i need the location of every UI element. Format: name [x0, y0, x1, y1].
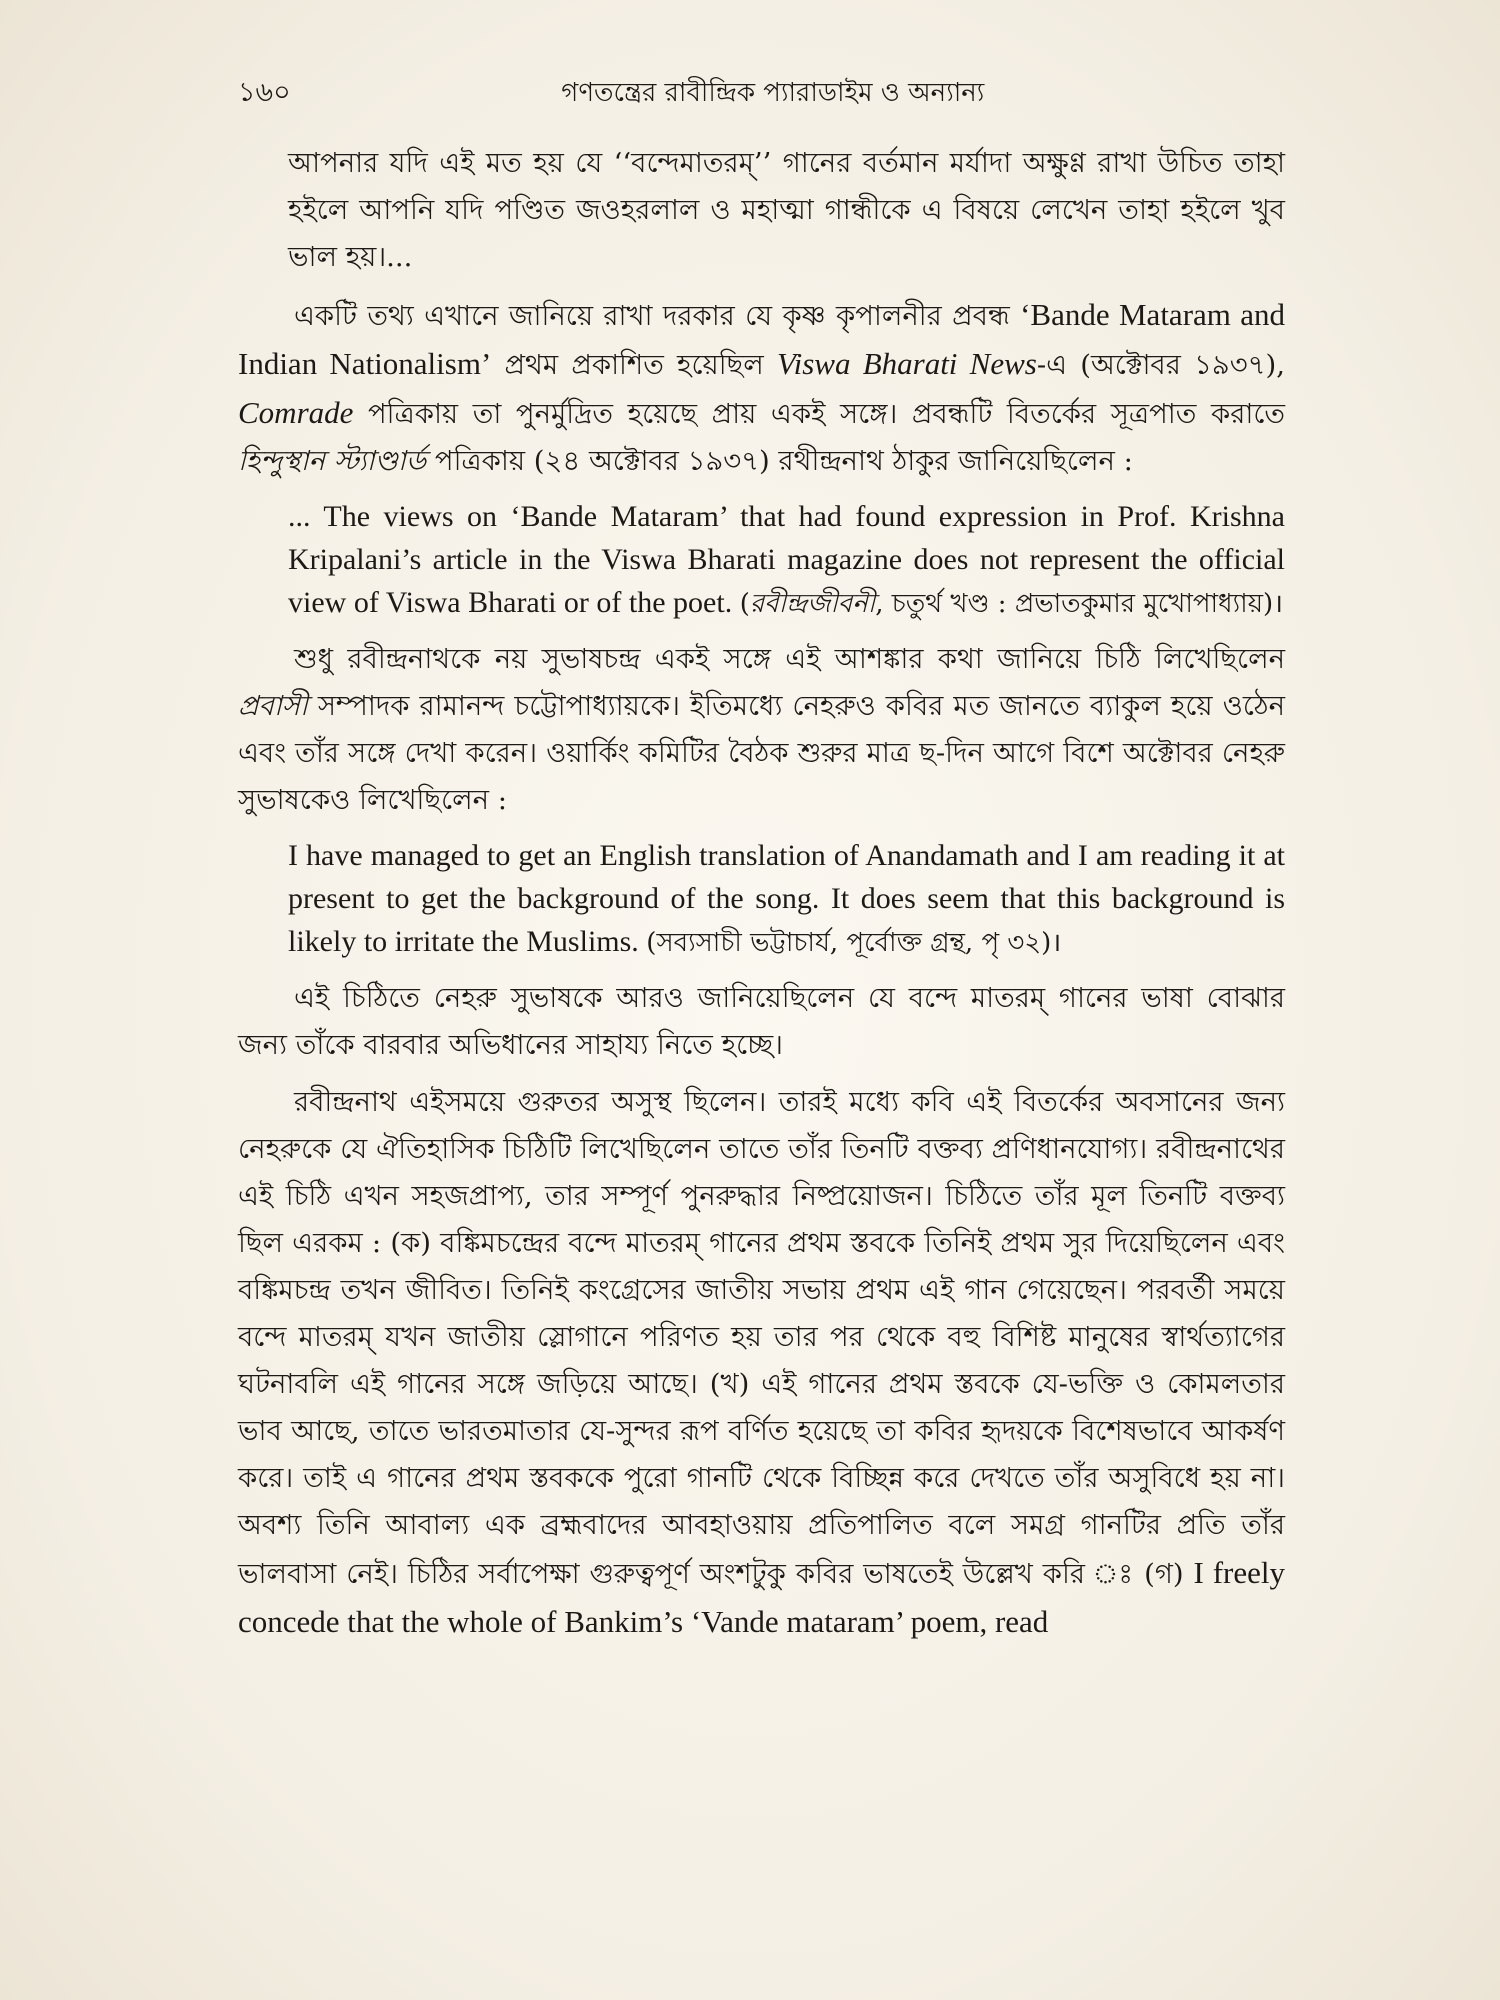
journal-name-prabasi: প্রবাসী: [238, 690, 308, 722]
p5-text-a: রবীন্দ্রনাথ এইসময়ে গুরুতর অসুস্থ ছিলেন। তারই মধ্যে কবি এই বিতর্কের অবসানের জন্য নেহরুকে যে ঐতিহাসিক চিঠিটি লিখেছিলেন তাতে তাঁর তিনটি বক্তব্য প্রণিধানযোগ্য। রবীন্দ্রনাথের এই চিঠি এখন সহজপ্রাপ্য, তার সম্পূর্ণ পুনরুদ্ধার নিষ্প্রয়োজন। চিঠিতে তাঁর মূল তিনটি বক্তব্য ছিল এরকম : (ক) বঙ্কিমচন্দ্রের বন্দে মাতরম্ গানের প্রথম স্তবকে তিনিই প্রথম সুর দিয়েছিলেন এবং বঙ্কিমচন্দ্র তখন জীবিত। তিনিই কংগ্রেসের জাতীয় সভায় প্রথম এই গান গেয়েছেন। পরবর্তী সময়ে বন্দে মাতরম্ যখন জাতীয় স্লোগানে পরিণত হয় তার পর থেকে বহু বিশিষ্ট মানুষের স্বার্থত্যাগের ঘটনাবলি এই গানের সঙ্গে জড়িয়ে আছে। (খ) এই গানের প্রথম স্তবকে যে-ভক্তি ও কোমলতার ভাব আছে, তাতে ভারতমাতার যে-সুন্দর রূপ বর্ণিত হয়েছে তা কবির হৃদয়কে বিশেষভাবে আকর্ষণ করে। তাই এ গানের প্রথম স্তবককে পুরো গানটি থেকে বিচ্ছিন্ন করে দেখতে তাঁর অসুবিধে হয় না। অবশ্য তিনি আবাল্য এক ব্রহ্মবাদের আবহাওয়ায় প্রতিপালিত বলে সমগ্র গানটির প্রতি তাঁর ভালবাসা নেই। চিঠির সর্বাপেক্ষা গুরুত্বপূর্ণ অংশটুকু কবির ভাষতেই উল্লেখ করি ঃ (গ): [238, 1086, 1285, 1590]
p2-text-e: -এ (অক্টোবর ১৯৩৭),: [1036, 349, 1285, 381]
quote-source: (সব্যসাচী ভট্টাচার্য, পূর্বোক্ত গ্রন্থ, পৃ ৩২)।: [646, 928, 1062, 958]
quote-text: I have managed to get an English translation of Anandamath and I am reading it at present to get the background of the song. It does seem that this background is likely to irritate the Muslims.: [288, 839, 1285, 958]
journal-name-viswa-bharati-news: Viswa Bharati News: [776, 346, 1037, 381]
quote-source-book: রবীন্দ্রজীবনী: [749, 589, 876, 619]
paragraph-tagore-letter: [238, 1079, 1285, 1647]
blockquote-nehru: [238, 834, 1285, 965]
p3-text-a: শুধু রবীন্দ্রনাথকে নয় সুভাষচন্দ্র একই সঙ্গে এই আশঙ্কার কথা জানিয়ে চিঠি লিখেছিলেন: [294, 643, 1285, 675]
p2-text-i: পত্রিকায় (২৪ অক্টোবর ১৯৩৭) রথীন্দ্রনাথ ঠাকুর জানিয়েছিলেন :: [426, 445, 1133, 477]
p2-text-g: পত্রিকায় তা পুনর্মুদ্রিত হয়েছে প্রায় একই সঙ্গে। প্রবন্ধটি বিতর্কের সূত্রপাত করাতে: [353, 398, 1285, 430]
running-title: গণতন্ত্রের রাবীন্দ্রিক প্যারাডাইম ও অন্যান্য: [561, 78, 985, 108]
blockquote-rathindranath: [238, 495, 1285, 626]
page-number: ১৬০: [238, 77, 291, 108]
page-body: [238, 140, 1285, 1657]
paragraph-nehru-dictionary: এই চিঠিতে নেহরু সুভাষকে আরও জানিয়েছিলেন যে বন্দে মাতরম্ গানের ভাষা বোঝার জন্য তাঁকে বারবার অভিধানের সাহায্য নিতে হচ্ছে।: [238, 982, 1285, 1061]
paragraph-subhas-letter: [238, 636, 1285, 824]
page-header: [238, 72, 1285, 112]
paragraph-quote-continuation: আপনার যদি এই মত হয় যে ‘‘বন্দেমাতরম্’’ গানের বর্তমান মর্যাদা অক্ষুণ্ণ রাখা উচিত তাহা হইলে আপনি যদি পণ্ডিত জওহরলাল ও মহাত্মা গান্ধীকে এ বিষয়ে লেখেন তাহা হইলে খুব ভাল হয়।...: [288, 147, 1285, 273]
p2-text-a: একটি তথ্য এখানে জানিয়ে রাখা দরকার যে কৃষ্ণ কৃপালনীর প্রবন্ধ: [294, 300, 1021, 332]
journal-name-hindusthan-standard: হিন্দুস্থান স্ট্যাণ্ডার্ড: [238, 445, 427, 477]
p2-text-c: প্রথম প্রকাশিত হয়েছিল: [491, 349, 777, 381]
quote-text: ... The views on ‘Bande Mataram’ that had found expression in Prof. Krishna Kripalani’s article in the Viswa Bharati magazine does not represent the official view of Viswa Bharati or of the poet.: [288, 500, 1285, 619]
article-title: ‘Bande Mataram and Indian Nationalism’: [238, 297, 1286, 381]
quote-source-open: (: [739, 589, 750, 619]
p5-english-quote: I freely concede that the whole of Bankim’s ‘Vande mataram’ poem, read: [238, 1555, 1285, 1639]
paragraph-kripalani-article: [238, 291, 1285, 485]
p3-text-c: সম্পাদক রামানন্দ চট্টোপাধ্যায়কে। ইতিমধ্যে নেহরুও কবির মত জানতে ব্যাকুল হয়ে ওঠেন এবং তাঁর সঙ্গে দেখা করেন। ওয়ার্কিং কমিটির বৈঠক শুরুর মাত্র ছ-দিন আগে বিশে অক্টোবর নেহরু সুভাষকেও লিখেছিলেন :: [238, 690, 1285, 816]
quote-source-rest: , চতুর্থ খণ্ড : প্রভাতকুমার মুখোপাধ্যায়)।: [875, 589, 1284, 619]
journal-name-comrade: Comrade: [238, 395, 354, 430]
